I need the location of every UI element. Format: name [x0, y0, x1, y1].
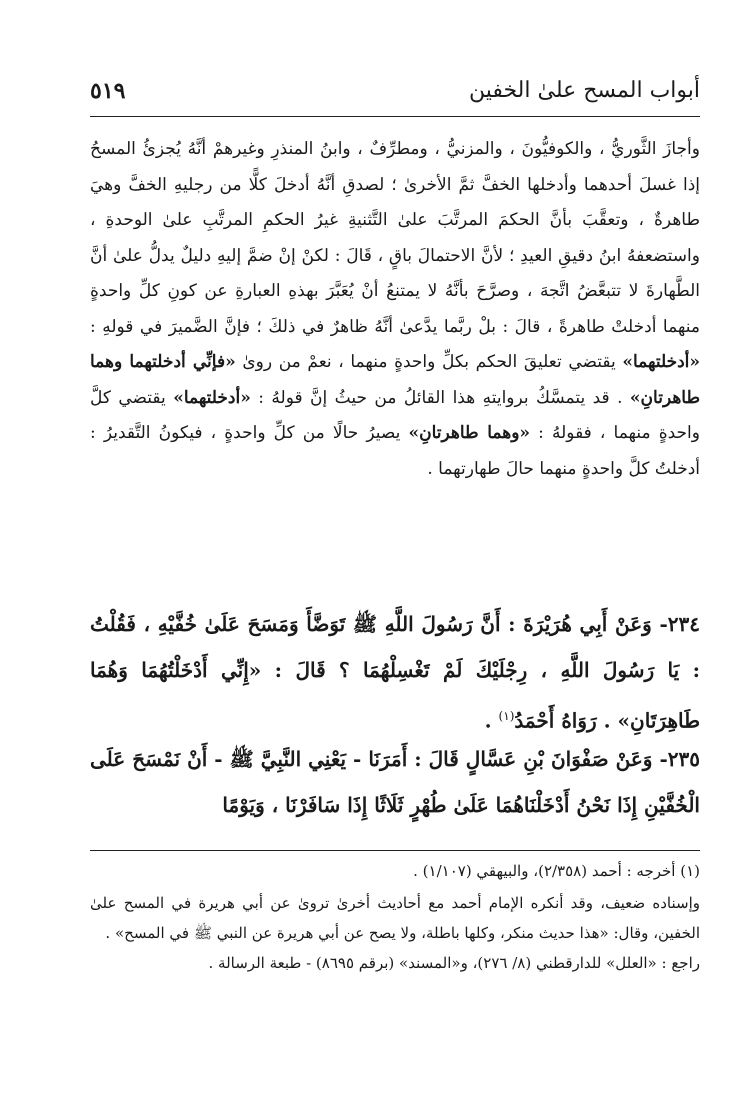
- footnote-1: (١) أخرجه : أحمد (٢/٣٥٨)، والبيهقي (١/١٠٧) .: [413, 862, 700, 880]
- quoted-phrase: «أدخلتهما»: [173, 387, 251, 408]
- commentary-text: يصيرُ حالًا من كلِّ واحدةٍ ، فيكونُ التَّقديرُ : أدخلتُ كلَّ واحدةٍ منهما حالَ طهارتهما .: [90, 423, 700, 479]
- hadith-235: [90, 736, 700, 828]
- commentary-text: يقتضي كلَّ واحدةٍ منهما ، فقولهُ :: [90, 387, 700, 443]
- quoted-phrase: «فإنِّي أدخلتهما وهما طاهرتانِ»: [90, 352, 700, 408]
- hadith-end: .: [484, 708, 499, 733]
- footnote-text: وإسناده ضعيف، وقد أنكره الإمام أحمد مع أحاديث أخرىٰ تروىٰ عن أبي هريرة في المسح علىٰ الخفين، وقال:: [90, 894, 700, 942]
- footnote-text: راجع :: [656, 954, 700, 972]
- footnote-ref: (١): [498, 709, 515, 723]
- hadith-234: [90, 601, 700, 744]
- footnote-rule: [90, 850, 700, 851]
- quoted-phrase: «وهما طاهرتانِ»: [408, 423, 531, 443]
- footnote-quote: «المسند»: [399, 954, 461, 972]
- hadith-number: ٢٣٤-: [659, 612, 700, 636]
- footnote-quote: «هذا حديث منكر، وكلها باطلة، ولا يصح عن أبي هريرة عن النبي ﷺ في المسح»: [114, 924, 609, 942]
- footnote-text: للدارقطني (٨/ ٢٧٦)، و: [460, 954, 607, 972]
- page-number: ٥١٩: [90, 78, 126, 104]
- commentary-text: وأجازَ الثَّوريُّ ، والكوفيُّونَ ، والمزنيُّ ، ومطرِّفٌ ، وابنُ المنذرِ وغيرهمْ أنَّهُ يُجزئُ المسحُ إذا غسلَ أحدهما وأدخلها الخفَّ ثمَّ الأخرىٰ ؛ لصدقِ أنَّهُ أدخلَ كلًّا من رجليهِ الخفَّ وهيَ طاهرةٌ ، وتعقَّبَ بأنَّ الحكمَ المرتَّبَ علىٰ التَّثنيةِ غيرُ الحكمِ المرتَّبِ علىٰ الوحدةِ ، واستضعفهُ ابنُ دقيقِ العيدِ ؛ لأنَّ الاحتمالَ باقٍ ، قَالَ : لكنْ إنْ ضمَّ إليهِ دليلٌ يدلُّ علىٰ أنَّ الطَّهارةَ لا تتبعَّضُ اتَّجهَ ، وصرَّحَ بأنَّهُ لا يمتنعُ أنْ يُعَبَّرَ بهذهِ العبارةِ عن كونِ كلِّ واحدةٍ منهما أدخلتْ طاهرةً ، قالَ : بلْ ربَّما يدَّعىٰ أنَّهُ ظاهرٌ في ذلكَ ؛ فإنَّ الضَّميرَ في قولهِ :: [90, 139, 700, 337]
- hadith-text: وَعَنْ أَبِي هُرَيْرَةَ : أَنَّ رَسُولَ اللَّهِ ﷺ تَوَضَّأَ وَمَسَحَ عَلَىٰ خُفَّيْهِ ، فَقُلْتُ : يَا رَسُولَ اللَّهِ ، رِجْلَيْكَ لَمْ تَغْسِلْهُمَا ؟ قَالَ : «إِنِّي أَدْخَلْتُهُمَا وَهُمَا طَاهِرَتَانِ» . رَوَاهُ أَحْمَدُ: [90, 612, 700, 733]
- footnotes: [90, 856, 700, 978]
- commentary-text: يقتضي تعليقَ الحكم بكلِّ واحدةٍ منهما ، نعمْ من روىٰ: [235, 352, 623, 372]
- footnote-quote: «العلل»: [606, 954, 657, 972]
- footnote-text: (برقم ٨٦٩٥) - طبعة الرسالة .: [208, 954, 400, 972]
- footnote-1-note: [90, 888, 700, 948]
- commentary-paragraph: [90, 132, 700, 487]
- quoted-phrase: «أدخلتهما»: [622, 352, 700, 372]
- running-title: أبواب المسح علىٰ الخفين: [468, 78, 700, 103]
- hadith-text: وَعَنْ صَفْوَانَ بْنِ عَسَّالٍ قَالَ : أَمَرَنَا - يَعْنِي النَّبِيَّ ﷺ - أَنْ نَمْسَحَ عَلَى الْخُفَّيْنِ إِذَا نَحْنُ أَدْخَلْنَاهُمَا عَلَىٰ طُهْرٍ ثَلَاثًا إِذَا سَافَرْنَا ، وَيَوْمًا: [90, 747, 700, 817]
- header-rule: [90, 116, 700, 117]
- hadith-number: ٢٣٥-: [659, 747, 700, 771]
- footnote-text: .: [105, 924, 115, 942]
- footnote-1-reference: [90, 948, 700, 978]
- page-header: [90, 78, 700, 116]
- commentary-text: . قد يتمسَّكُ بروايتهِ هذا القائلُ من حيثُ إنَّ قولهُ :: [250, 387, 630, 408]
